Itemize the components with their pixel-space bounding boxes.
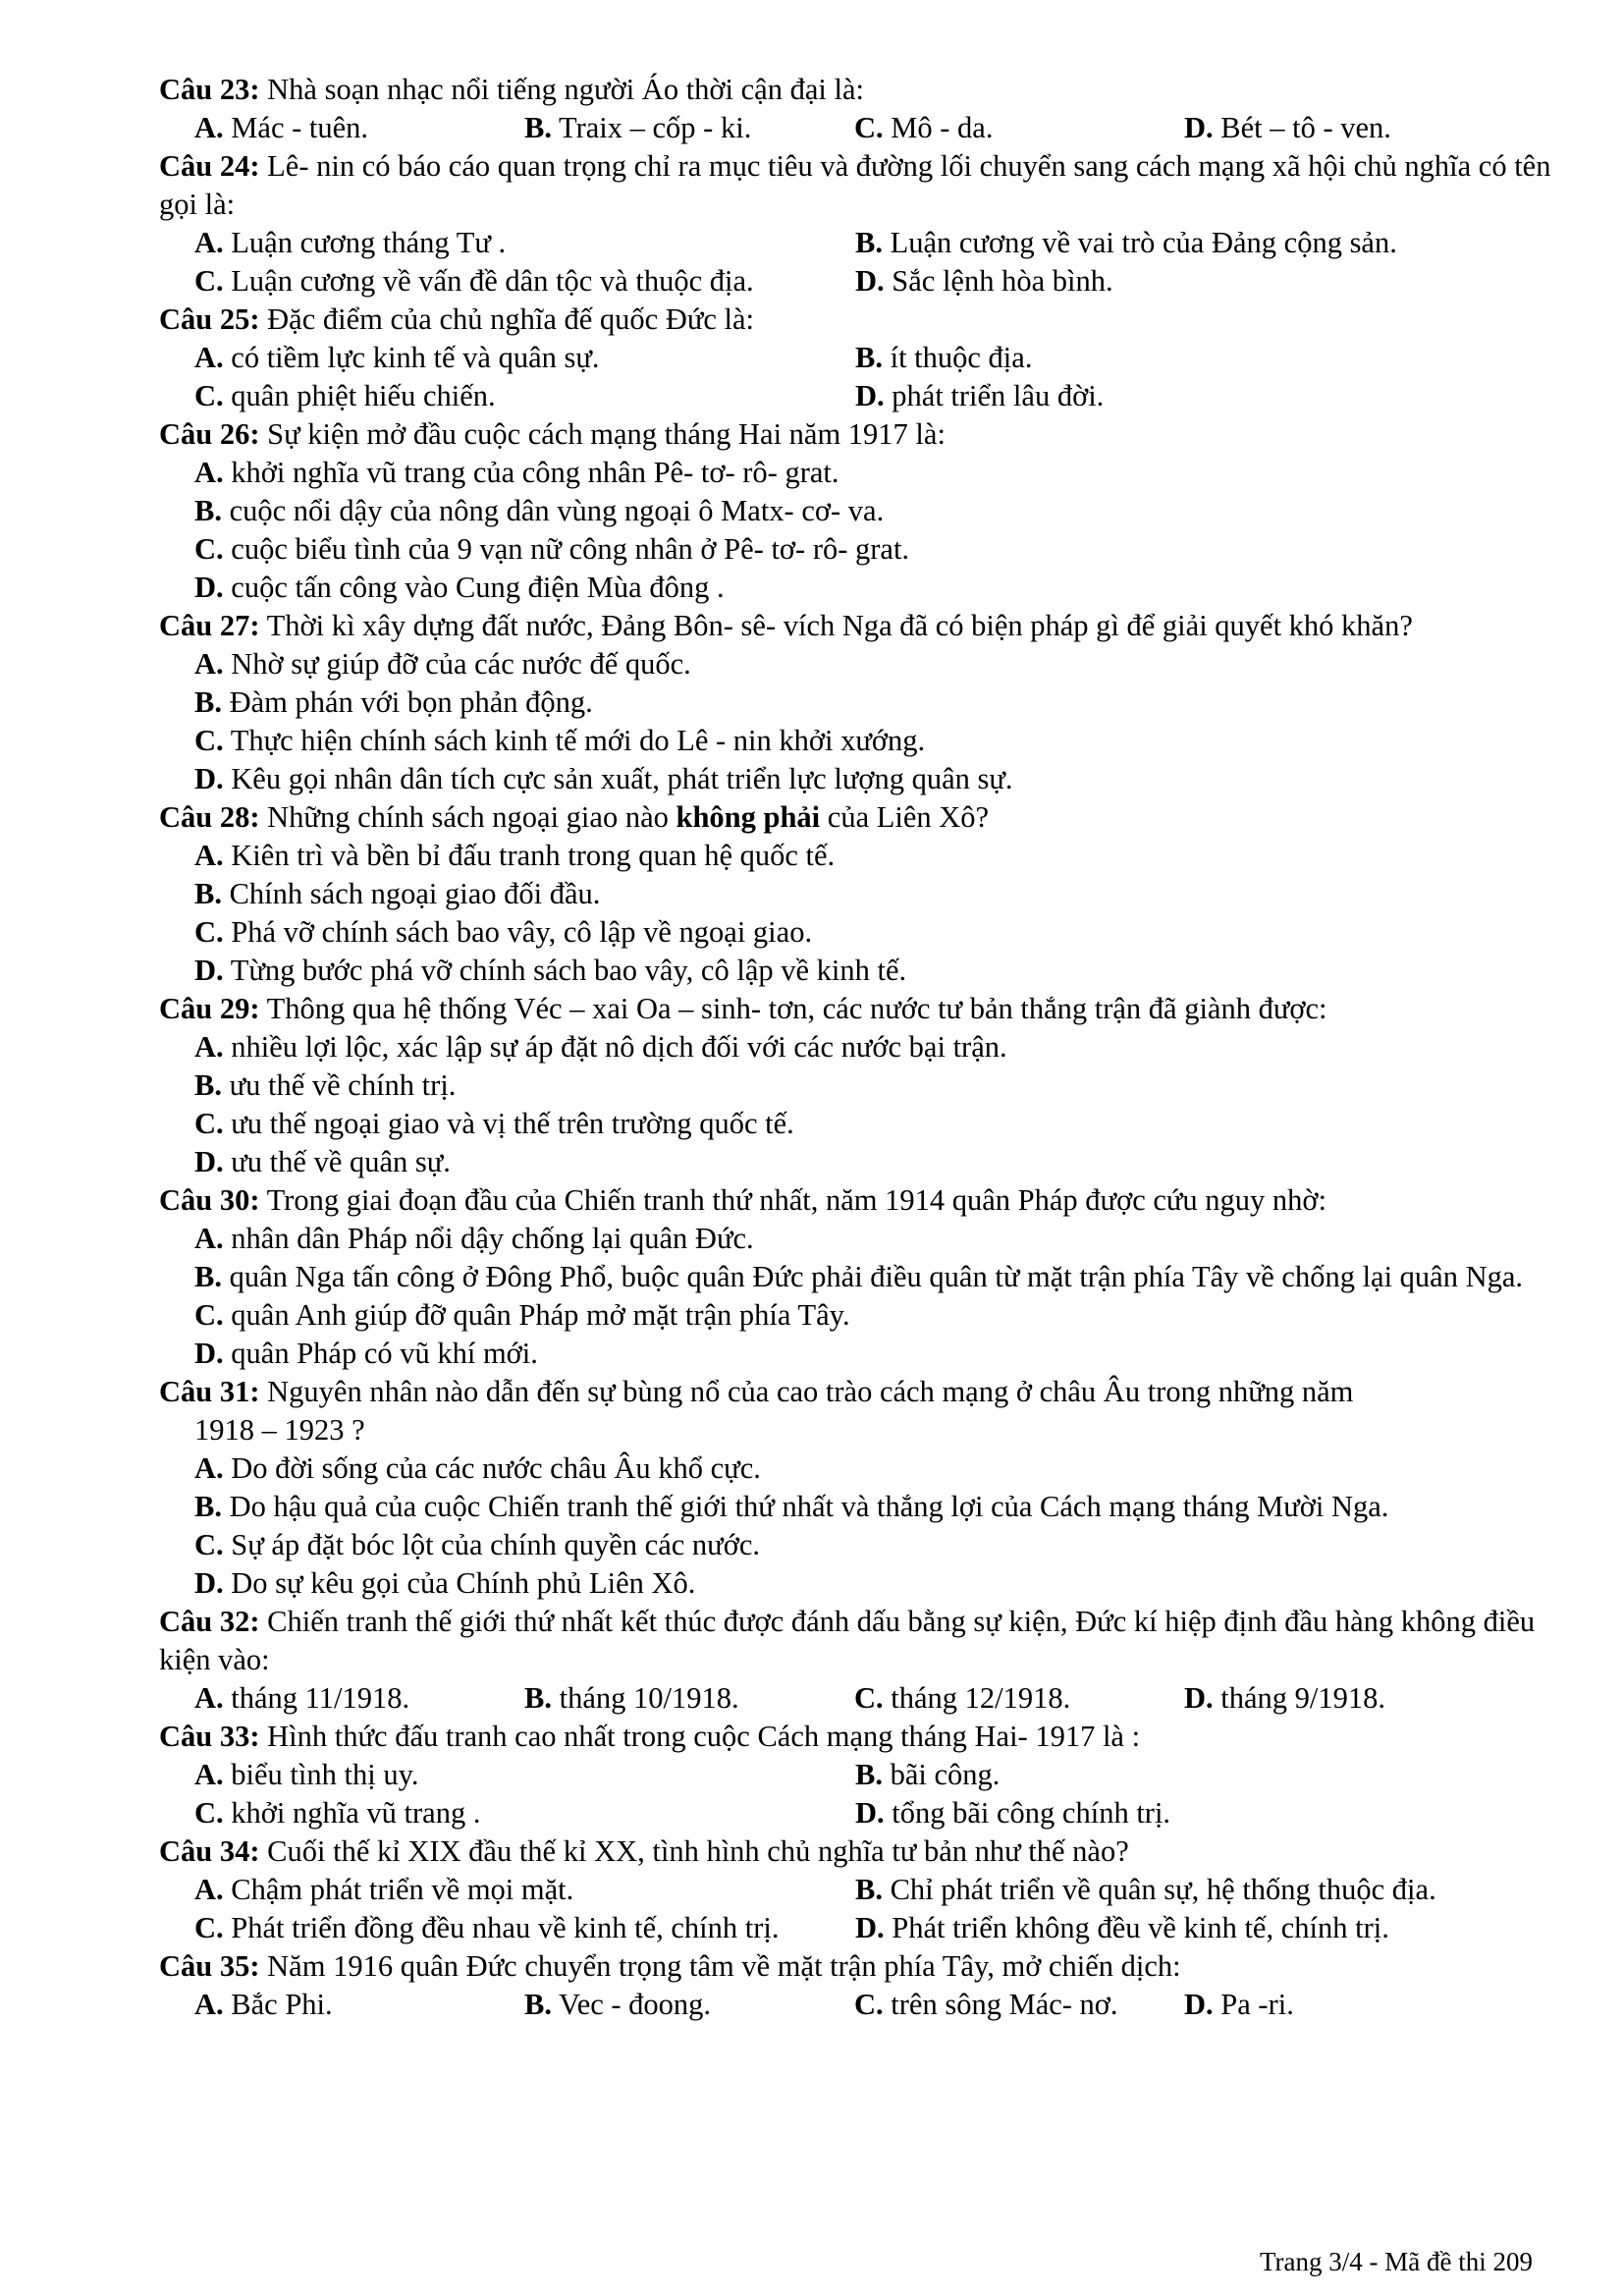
answer-options: [159, 109, 1553, 147]
option-d[interactable]: D. Phát triển không đều về kinh tế, chính trị.: [855, 1911, 1389, 1944]
option-d[interactable]: D. tháng 9/1918.: [1184, 1681, 1386, 1715]
question-26: [159, 415, 1553, 607]
question-stem: Năm 1916 quân Đức chuyển trọng tâm về mặt trận phía Tây, mở chiến dịch:: [267, 1949, 1181, 1983]
option-b[interactable]: B. ít thuộc địa.: [855, 341, 1033, 374]
answer-options: [159, 262, 1553, 301]
question-stem: Chiến tranh thế giới thứ nhất kết thúc được đánh dấu bằng sự kiện, Đức kí hiệp định đầu hàng không điều kiện vào:: [159, 1605, 1536, 1676]
question-number: Câu 25:: [159, 302, 260, 336]
option-a[interactable]: A. Mác - tuên.: [194, 111, 369, 144]
option-c[interactable]: C. Sự áp đặt bóc lột của chính quyền các nước.: [194, 1528, 760, 1561]
option-c[interactable]: C. Phá vỡ chính sách bao vây, cô lập về ngoại giao.: [194, 915, 813, 949]
option-b[interactable]: B. Chỉ phát triển về quân sự, hệ thống thuộc địa.: [855, 1873, 1436, 1906]
option-c[interactable]: C. tháng 12/1918.: [854, 1681, 1071, 1715]
question-32: [159, 1603, 1553, 1718]
option-c[interactable]: C. cuộc biểu tình của 9 vạn nữ công nhân ở Pê- tơ- rô- grat.: [194, 532, 910, 566]
question-stem-continued: 1918 – 1923 ?: [194, 1413, 365, 1447]
option-c[interactable]: C. ưu thế ngoại giao và vị thế trên trường quốc tế.: [194, 1107, 794, 1140]
question-number: Câu 29:: [159, 992, 260, 1025]
option-b[interactable]: B. Traix – cốp - ki.: [524, 111, 752, 144]
question-35: [159, 1947, 1553, 2024]
question-33: [159, 1718, 1553, 1832]
question-stem: Nhà soạn nhạc nổi tiếng người Áo thời cận đại là:: [267, 73, 864, 106]
question-stem: Lê- nin có báo cáo quan trọng chỉ ra mục tiêu và đường lối chuyển sang cách mạng xã hội chủ nghĩa có tên gọi là:: [159, 149, 1551, 221]
answer-options: [159, 1449, 1553, 1603]
option-c[interactable]: C. Thực hiện chính sách kinh tế mới do Lê - nin khởi xướng.: [194, 724, 926, 757]
answer-options: [159, 377, 1553, 415]
answer-options: [159, 1986, 1553, 2024]
option-b[interactable]: B. bãi công.: [855, 1758, 1001, 1791]
option-b[interactable]: B. Luận cương về vai trò của Đảng cộng sản.: [855, 226, 1397, 259]
question-number: Câu 24:: [159, 149, 260, 183]
option-d[interactable]: D. ưu thế về quân sự.: [194, 1145, 451, 1178]
answer-options: [159, 1794, 1553, 1832]
option-a[interactable]: A. nhân dân Pháp nổi dậy chống lại quân Đức.: [194, 1222, 754, 1255]
option-c[interactable]: C. trên sông Mác- nơ.: [854, 1988, 1118, 2021]
question-number: Câu 35:: [159, 1949, 260, 1983]
option-d[interactable]: D. Từng bước phá vỡ chính sách bao vây, cô lập về kinh tế.: [194, 954, 907, 987]
answer-options: [159, 1756, 1553, 1794]
answer-options: [159, 1871, 1553, 1909]
option-c[interactable]: C. quân Anh giúp đỡ quân Pháp mở mặt trận phía Tây.: [194, 1298, 850, 1332]
answer-options: [159, 454, 1553, 607]
question-number: Câu 31:: [159, 1375, 260, 1408]
option-d[interactable]: D. cuộc tấn công vào Cung điện Mùa đông .: [194, 571, 725, 604]
question-number: Câu 33:: [159, 1720, 260, 1753]
answer-options: [159, 1296, 1553, 1373]
option-d[interactable]: D. Do sự kêu gọi của Chính phủ Liên Xô.: [194, 1566, 696, 1600]
answer-options: [159, 224, 1553, 262]
question-stem: Trong giai đoạn đầu của Chiến tranh thứ nhất, năm 1914 quân Pháp được cứu nguy nhờ:: [266, 1183, 1327, 1217]
answer-options: [159, 1258, 1553, 1296]
question-30: [159, 1181, 1553, 1373]
answer-options: [159, 1909, 1553, 1947]
option-b[interactable]: B. cuộc nổi dậy của nông dân vùng ngoại ô Matx- cơ- va.: [194, 494, 885, 527]
question-29: [159, 990, 1553, 1181]
option-a[interactable]: A. Bắc Phi.: [194, 1988, 333, 2021]
page-footer: Trang 3/4 - Mã đề thi 209: [1260, 2247, 1533, 2276]
question-23: [159, 71, 1553, 147]
option-b[interactable]: B. Vec - đoong.: [524, 1988, 712, 2021]
option-c[interactable]: C. Phát triển đồng đều nhau về kinh tế, chính trị.: [194, 1911, 780, 1944]
question-number: Câu 34:: [159, 1834, 260, 1868]
question-number: Câu 26:: [159, 417, 260, 451]
question-stem: Sự kiện mở đầu cuộc cách mạng tháng Hai năm 1917 là:: [267, 417, 946, 451]
question-stem: Đặc điểm của chủ nghĩa đế quốc Đức là:: [267, 302, 755, 336]
question-stem: Cuối thế kỉ XIX đầu thế kỉ XX, tình hình chủ nghĩa tư bản như thế nào?: [267, 1834, 1129, 1868]
question-stem: Những chính sách ngoại giao nào không phải của Liên Xô?: [267, 800, 990, 834]
question-stem: Thời kì xây dựng đất nước, Đảng Bôn- sê- vích Nga đã có biện pháp gì để giải quyết khó khăn?: [266, 609, 1413, 642]
option-d[interactable]: D. Pa -ri.: [1184, 1988, 1294, 2021]
option-a[interactable]: A. Nhờ sự giúp đỡ của các nước đế quốc.: [194, 647, 691, 681]
option-d[interactable]: D. tổng bãi công chính trị.: [855, 1796, 1171, 1830]
question-number: Câu 28:: [159, 800, 260, 834]
option-b[interactable]: B. tháng 10/1918.: [524, 1681, 739, 1715]
question-stem: Thông qua hệ thống Véc – xai Oa – sinh- tơn, các nước tư bản thắng trận đã giành được:: [266, 992, 1327, 1025]
question-number: Câu 30:: [159, 1183, 260, 1217]
question-31: [159, 1373, 1553, 1603]
answer-options: [159, 837, 1553, 990]
option-a[interactable]: A. Chậm phát triển về mọi mặt.: [194, 1873, 574, 1906]
question-27: [159, 607, 1553, 798]
question-number: Câu 27:: [159, 609, 260, 642]
option-b[interactable]: B. Chính sách ngoại giao đối đầu.: [194, 877, 601, 910]
question-34: [159, 1832, 1553, 1947]
question-stem: Hình thức đấu tranh cao nhất trong cuộc Cách mạng tháng Hai- 1917 là :: [267, 1720, 1141, 1753]
question-number: Câu 23:: [159, 73, 260, 106]
option-a[interactable]: A. Do đời sống của các nước châu Âu khổ cực.: [194, 1451, 761, 1485]
answer-options: [159, 1220, 1553, 1258]
answer-options: [159, 645, 1553, 798]
question-25: [159, 301, 1553, 415]
option-a[interactable]: A. Kiên trì và bền bỉ đấu tranh trong quan hệ quốc tế.: [194, 839, 836, 872]
question-28: [159, 798, 1553, 990]
option-a[interactable]: A. tháng 11/1918.: [194, 1681, 410, 1715]
option-d[interactable]: D. quân Pháp có vũ khí mới.: [194, 1337, 538, 1370]
option-a[interactable]: A. biểu tình thị uy.: [194, 1758, 419, 1791]
option-b[interactable]: B. Đàm phán với bọn phản động.: [194, 685, 593, 719]
answer-options: [159, 1679, 1553, 1718]
answer-options: [159, 1028, 1553, 1181]
option-b[interactable]: B. ưu thế về chính trị.: [194, 1068, 457, 1102]
option-d[interactable]: D. phát triển lâu đời.: [855, 379, 1105, 412]
question-number: Câu 32:: [159, 1605, 260, 1638]
exam-page: [159, 71, 1553, 2024]
question-stem: Nguyên nhân nào dẫn đến sự bùng nổ của cao trào cách mạng ở châu Âu trong những năm: [267, 1375, 1354, 1408]
option-d[interactable]: D. Kêu gọi nhân dân tích cực sản xuất, phát triển lực lượng quân sự.: [194, 762, 1013, 795]
option-c[interactable]: C. Mô - da.: [854, 111, 994, 144]
option-a[interactable]: A. có tiềm lực kinh tế và quân sự.: [194, 341, 600, 374]
question-24: [159, 147, 1553, 301]
negation-emphasis: không phải: [676, 800, 821, 834]
option-c[interactable]: C. Luận cương về vấn đề dân tộc và thuộc địa.: [194, 264, 754, 298]
option-d[interactable]: D. Bét – tô - ven.: [1184, 111, 1391, 144]
option-a[interactable]: A. khởi nghĩa vũ trang của công nhân Pê- tơ- rô- grat.: [194, 456, 839, 489]
option-b[interactable]: B. Do hậu quả của cuộc Chiến tranh thế giới thứ nhất và thắng lợi của Cách mạng tháng Mười Nga.: [194, 1490, 1389, 1523]
option-b[interactable]: B. quân Nga tấn công ở Đông Phổ, buộc quân Đức phải điều quân từ mặt trận phía Tây về chống lại quân Nga.: [194, 1260, 1524, 1293]
option-c[interactable]: C. khởi nghĩa vũ trang .: [194, 1796, 481, 1830]
option-a[interactable]: A. nhiều lợi lộc, xác lập sự áp đặt nô dịch đối với các nước bại trận.: [194, 1030, 1007, 1064]
option-a[interactable]: A. Luận cương tháng Tư .: [194, 226, 507, 259]
option-d[interactable]: D. Sắc lệnh hòa bình.: [855, 264, 1113, 298]
answer-options: [159, 339, 1553, 377]
option-c[interactable]: C. quân phiệt hiếu chiến.: [194, 379, 496, 412]
